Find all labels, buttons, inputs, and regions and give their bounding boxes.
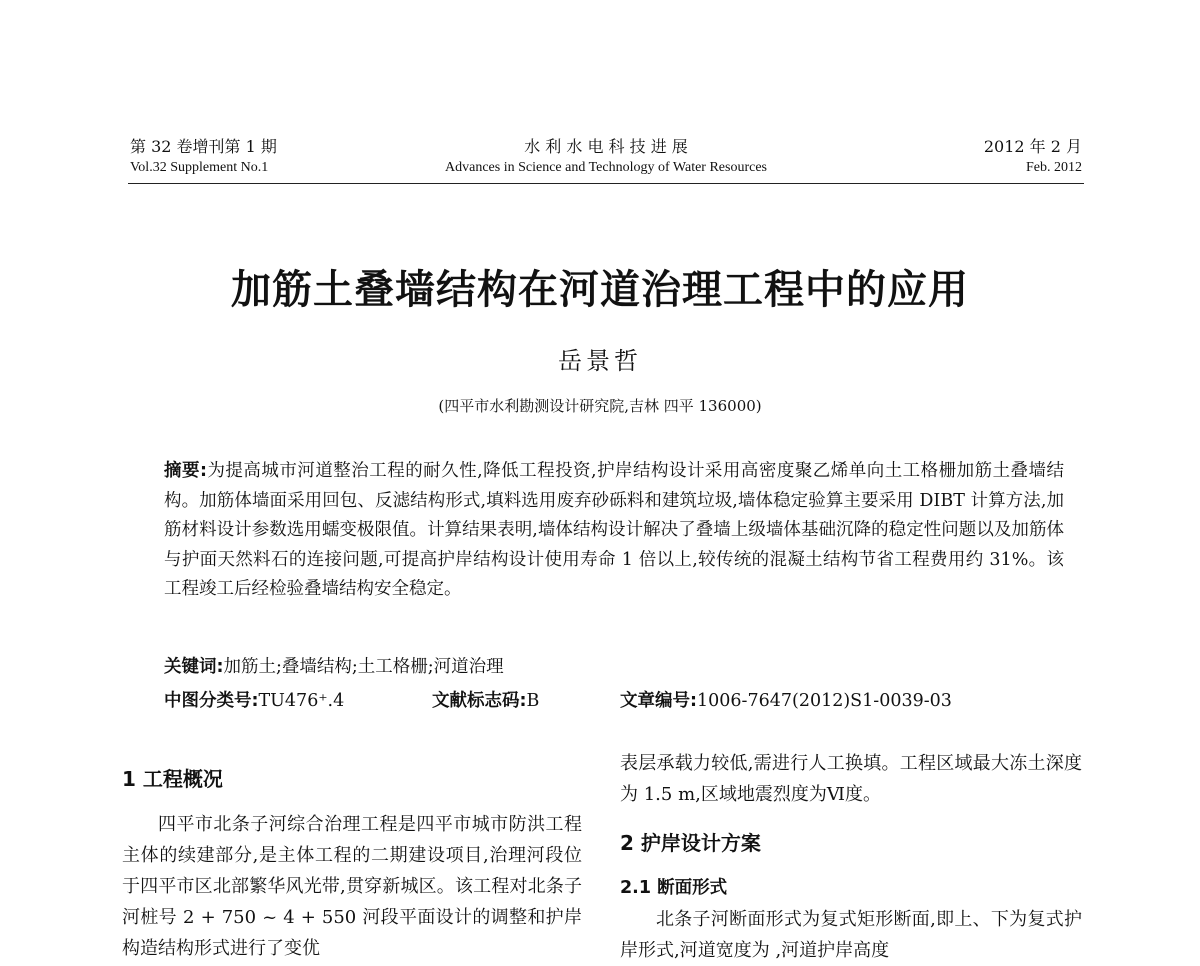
subsection-2-1-paragraph: 北条子河断面形式为复式矩形断面,即上、下为复式护岸形式,河道宽度为 ,河道护岸高度 (620, 909, 1082, 961)
clc-number (164, 687, 344, 712)
journal-name-cn: 水 利 水 电 科 技 进 展 (524, 137, 688, 156)
abstract (164, 457, 1064, 605)
clc-value: TU476⁺.4 (258, 691, 345, 711)
right-column (620, 748, 1082, 966)
continued-paragraph: 表层承载力较低,需进行人工换填。工程区域最大冻土深度为 1.5 m,区域地震烈度为Ⅵ度。 (620, 753, 1082, 805)
section-2-heading: 2 护岸设计方案 (620, 831, 761, 855)
affiliation: (四平市水利勘测设计研究院,吉林 四平 136000) (438, 397, 762, 415)
section-1-paragraph: 四平市北条子河综合治理工程是四平市城市防洪工程主体的续建部分,是主体工程的二期建设项目,治理河段位于四平市区北部繁华风光带,贯穿新城区。该工程对北条子河桩号 2 + 750 ~ 4 + 550 河段平面设计的调整和护岸构造结构形式进行了变优 (122, 814, 582, 959)
volume-issue-cn: 第 32 卷增刊第 1 期 (130, 137, 277, 156)
document-code (432, 687, 539, 712)
subsection-2-1-heading: 2.1 断面形式 (620, 878, 728, 898)
abstract-label: 摘要: (164, 461, 207, 481)
date-cn: 2012 年 2 月 (983, 137, 1082, 156)
article-value: 1006-7647(2012)S1-0039-03 (697, 691, 952, 711)
journal-header (130, 136, 1082, 178)
left-column (122, 764, 582, 964)
journal-name-en: Advances in Science and Technology of Water Resources (445, 160, 767, 175)
section-1-heading: 1 工程概况 (122, 767, 223, 791)
article-label: 文章编号: (620, 691, 697, 711)
keywords (164, 653, 504, 678)
date-en: Feb. 2012 (1026, 160, 1082, 175)
keywords-label: 关键词: (164, 657, 224, 677)
author: 岳景哲 (558, 347, 642, 375)
doc-value: B (526, 691, 540, 711)
abstract-text: 为提高城市河道整治工程的耐久性,降低工程投资,护岸结构设计采用高密度聚乙烯单向土工格栅加筋土叠墙结构。加筋体墙面采用回包、反滤结构形式,填料选用废弃砂砾料和建筑垃圾,墙体稳定验算主要采用 DIBT 计算方法,加筋材料设计参数选用蠕变极限值。计算结果表明,墙体结构设计解决了叠墙上级墙体基础沉降的稳定性问题以及加筋体与护面天然料石的连接问题,可提高护岸结构设计使用寿命 1 倍以上,较传统的混凝土结构节省工程费用约 31%。该工程竣工后经检验叠墙结构安全稳定。 (164, 461, 1065, 599)
keywords-text: 加筋土;叠墙结构;土工格栅;河道治理 (223, 657, 504, 677)
volume-issue-en: Vol.32 Supplement No.1 (130, 160, 269, 175)
header-rule (128, 183, 1084, 184)
clc-label: 中图分类号: (164, 691, 259, 711)
paper-title: 加筋土叠墙结构在河道治理工程中的应用 (231, 266, 969, 313)
doc-label: 文献标志码: (432, 691, 527, 711)
article-number (620, 687, 952, 712)
